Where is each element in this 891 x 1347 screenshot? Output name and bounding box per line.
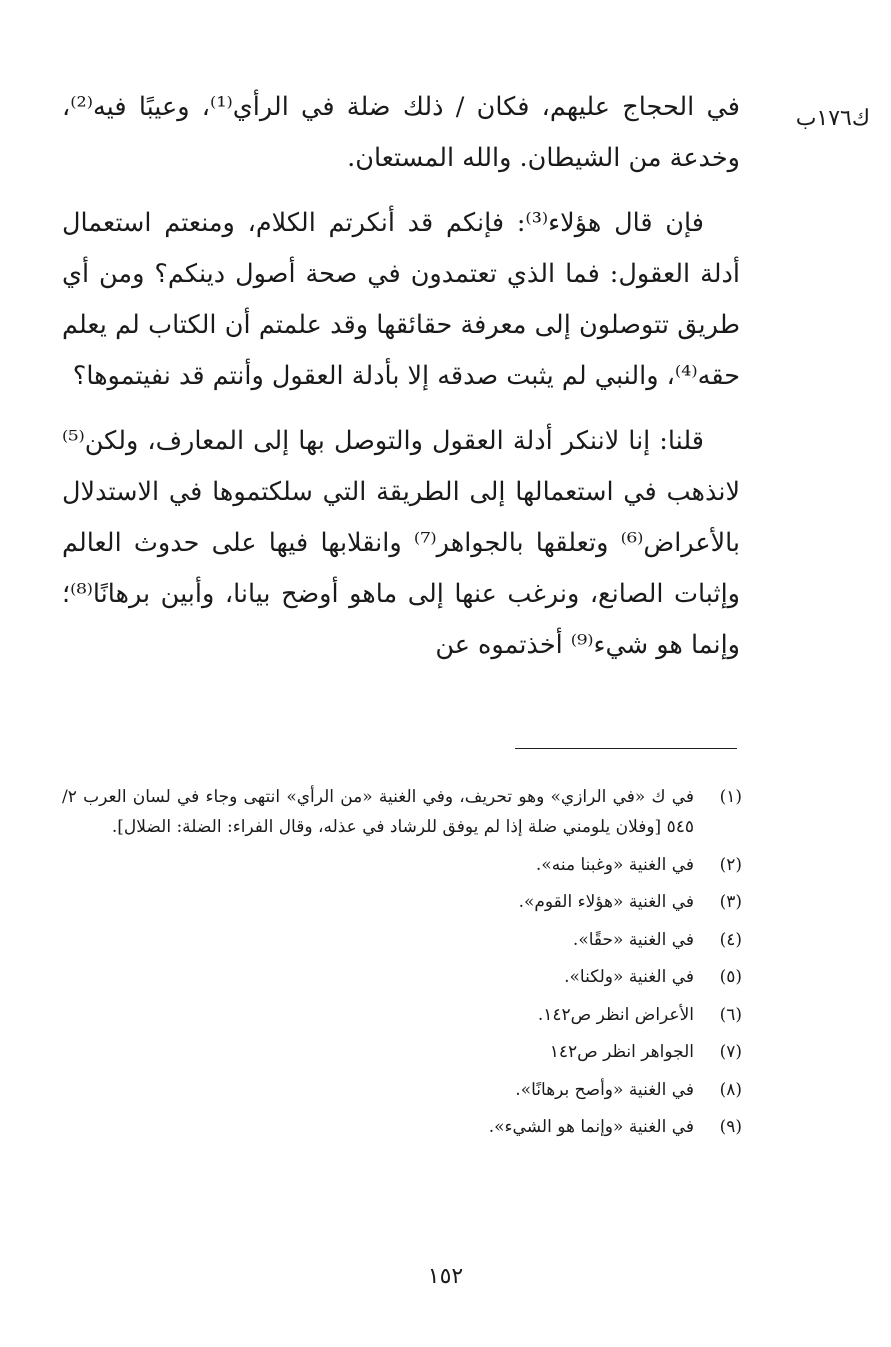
- footnote-number: (٧): [719, 1042, 742, 1062]
- footnote-text: في الغنية «وأصح برهانًا».: [515, 1079, 694, 1100]
- page-number: ١٥٢: [427, 1264, 464, 1289]
- footnote-number: (٦): [719, 1004, 742, 1025]
- paragraph: فإن قال هؤلاء⁽³⁾: فإنكم قد أنكرتم الكلام، ومنعتم استعمال أدلة العقول: فما الذي تعتمدون في صحة أصول دينكم؟ ومن أي طريق تتوصلون إلى معرفة حقائقها وقد علمتم أن الكتاب لم يعلم حقه⁽⁴⁾، والنبي لم يثبت صدقه إلا بأدلة العقول وأنتم قد نفيتموها؟: [62, 208, 740, 391]
- footnote-text: في ك «في الرازي» وهو تحريف، وفي الغنية «من الرأي» انتهى وجاء في لسان العرب ٢/ ٥٤٥ [وفلان يلومني ضلة إذا لم يوفق للرشاد في عذله، وقال الفراء: الضلة: الضلال].: [62, 787, 694, 837]
- paragraph: في الحجاج عليهم، فكان / ذلك ضلة في الرأي⁽¹⁾، وعيبًا فيه⁽²⁾، وخدعة من الشيطان. والله المستعان.: [62, 92, 740, 173]
- footnote: [62, 1037, 742, 1067]
- footnote-text: في الغنية «ولكنا».: [564, 967, 694, 987]
- footnote-separator: [515, 748, 737, 749]
- paragraph: قلنا: إنا لاننكر أدلة العقول والتوصل بها إلى المعارف، ولكن⁽⁵⁾ لانذهب في استعمالها إلى الطريقة التي سلكتموها في الاستدلال بالأعراض⁽⁶⁾ وتعلقها بالجواهر⁽⁷⁾ وانقلابها فيها على حدوث العالم وإثبات الصانع، ونرغب عنها إلى ماهو أوضح بيانا، وأبين برهانًا⁽⁸⁾؛ وإنما هو شيء⁽⁹⁾ أخذتموه عن: [62, 426, 740, 660]
- footnote-text: في الغنية «وغبنا منه».: [535, 854, 694, 875]
- footnote: [62, 782, 742, 842]
- footnote: [62, 1075, 742, 1105]
- footnote-number: (٩): [719, 1117, 742, 1137]
- footnote-number: (٣): [719, 892, 742, 912]
- footnote-number: (٢): [719, 854, 742, 875]
- footnote-number: (٥): [719, 967, 742, 987]
- footnote-text: الأعراض انظر ص١٤٢.: [537, 1004, 694, 1025]
- footnote-number: (١): [719, 787, 742, 807]
- main-text-body: [62, 82, 740, 685]
- footnote-text: في الغنية «وإنما هو الشيء».: [488, 1117, 694, 1137]
- footnotes-list: [62, 782, 742, 1150]
- footnote: [62, 850, 742, 880]
- footnote: [62, 925, 742, 955]
- footnote: [62, 1000, 742, 1030]
- footnote-number: (٨): [719, 1079, 742, 1100]
- footnote: [62, 962, 742, 992]
- footnote: [62, 887, 742, 917]
- footnote: [62, 1112, 742, 1142]
- manuscript-folio-note: ك١٧٦ب: [795, 106, 870, 131]
- footnote-text: في الغنية «هؤلاء القوم».: [518, 892, 694, 912]
- footnote-text: الجواهر انظر ص١٤٢: [549, 1042, 694, 1062]
- footnote-number: (٤): [719, 929, 742, 950]
- footnote-text: في الغنية «حقًا».: [572, 929, 694, 950]
